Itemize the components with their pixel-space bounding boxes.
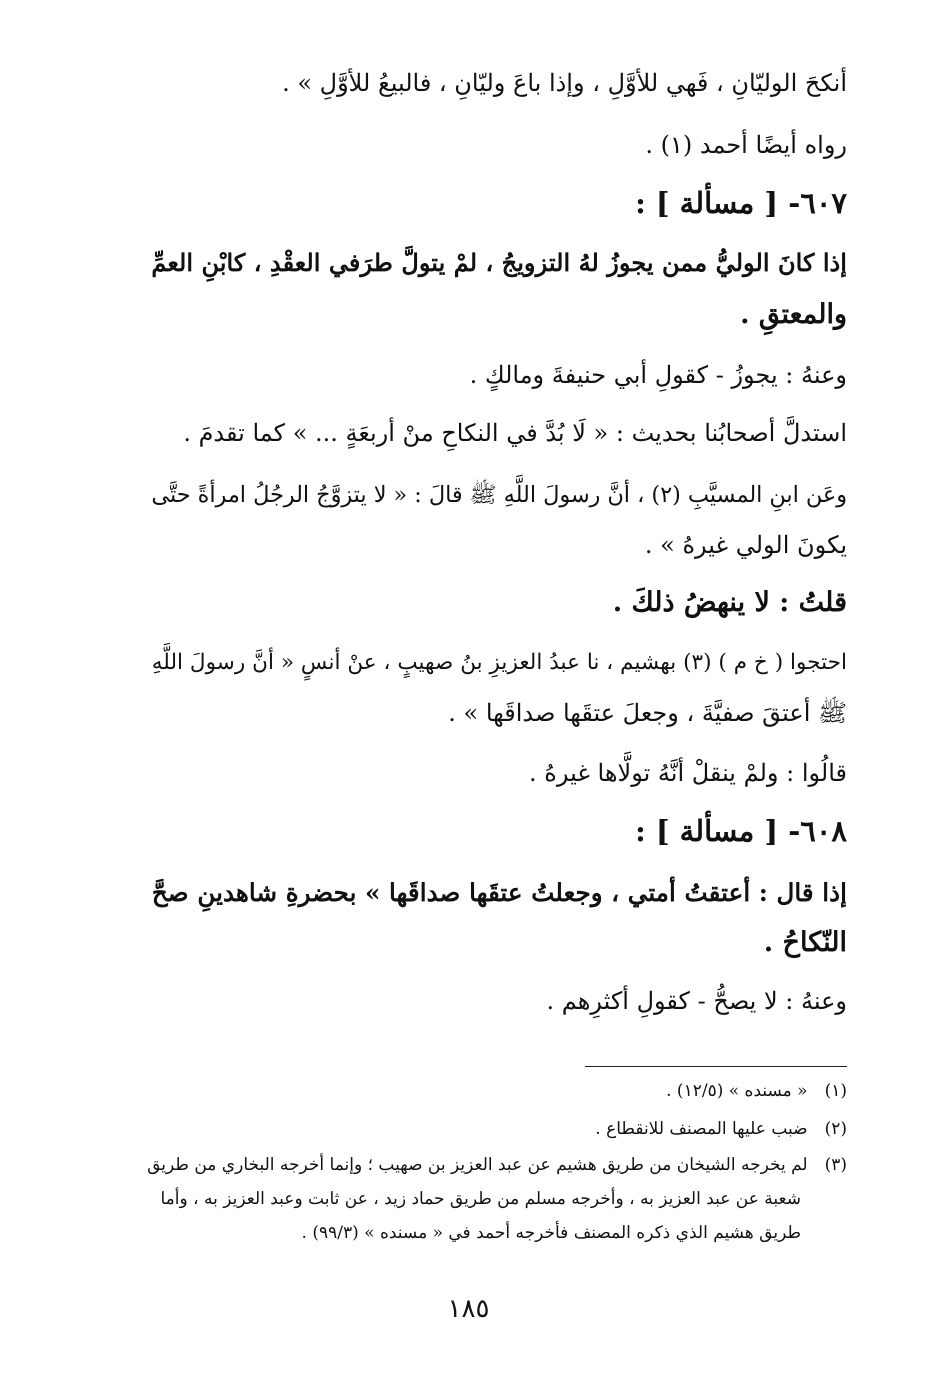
footnote-text: « مسنده » (١٢/٥) . <box>666 1081 808 1101</box>
author-remark: قلتُ : لا ينهضُ ذلكَ . <box>612 587 847 618</box>
footnote-number: (٢) <box>824 1119 847 1139</box>
text-line: احتجوا ( خ م ) (٣) بهشيم ، نا عبدُ العزيزِ بنُ صهيبٍ ، عنْ أنسٍ « أنَّ رسولَ اللَّهِ <box>151 650 847 675</box>
footnote-3-continued: طريق هشيم الذي ذكره المصنف فأخرجه أحمد في « مسنده » (٩٩/٣) . <box>301 1223 801 1243</box>
footnote-text: ضبب عليها المصنف للانقطاع . <box>595 1119 808 1139</box>
text-line: وعنهُ : لا يصحُّ - كقولِ أكثرِهم . <box>546 987 847 1015</box>
footnote-2 <box>137 1114 847 1144</box>
section-heading-607: ٦٠٧- [ مسألة ] : <box>635 186 847 220</box>
footnote-3 <box>137 1150 847 1180</box>
issue-statement: النّكاحُ . <box>763 927 847 958</box>
text-line: ﷺ أعتقَ صفيَّةَ ، وجعلَ عتقَها صداقَها » . <box>448 699 847 727</box>
text-line: يكونَ الولي غيرهُ » . <box>644 531 847 559</box>
footnote-number: (١) <box>824 1081 847 1101</box>
footnote-text: لم يخرجه الشيخان من طريق هشيم عن عبد العزيز بن صهيب ؛ وإنما أخرجه البخاري من طريق <box>147 1155 808 1175</box>
text-line: أنكحَ الوليّانِ ، فَهي للأوَّلِ ، وإذا باعَ وليّانِ ، فالبيعُ للأوَّلِ » . <box>282 69 847 97</box>
section-heading-608: ٦٠٨- [ مسألة ] : <box>635 814 847 848</box>
footnote-separator <box>585 1066 847 1067</box>
footnote-1 <box>137 1076 847 1106</box>
text-line: وعنهُ : يجوزُ - كقولِ أبي حنيفةَ ومالكٍ . <box>469 361 847 389</box>
issue-statement: إذا كانَ الوليُّ ممن يجوزُ لهُ التزويجُ ، لمْ يتولَّ طرَفي العقْدِ ، كابْنِ العمِّ <box>151 248 847 277</box>
text-line: رواه أيضًا أحمد (١) . <box>645 131 847 159</box>
issue-statement: إذا قال : أعتقتُ أمتي ، وجعلتُ عتقَها صداقَها » بحضرةِ شاهدينِ صحَّ <box>151 878 847 907</box>
page-number: ١٨٥ <box>447 1294 490 1324</box>
text-line: وعَن ابنِ المسيَّبِ (٢) ، أنَّ رسولَ اللَّهِ ﷺ قالَ : « لا يتزوَّجُ الرجُلُ امرأةً حتَّى <box>151 482 847 508</box>
issue-statement: والمعتقِ . <box>740 299 847 330</box>
text-line: قالُوا : ولمْ ينقلْ أنَّهُ تولَّاها غيرهُ . <box>529 759 847 787</box>
footnote-3-continued: شعبة عن عبد العزيز به ، وأخرجه مسلم من طريق حماد زيد ، عن ثابت وعبد العزيز به ، وأما <box>160 1189 801 1209</box>
text-line: استدلَّ أصحابُنا بحديث : « لَا بُدَّ في النكاحِ منْ أربعَةٍ ... » كما تقدمَ . <box>183 419 847 447</box>
footnote-number: (٣) <box>824 1155 847 1175</box>
